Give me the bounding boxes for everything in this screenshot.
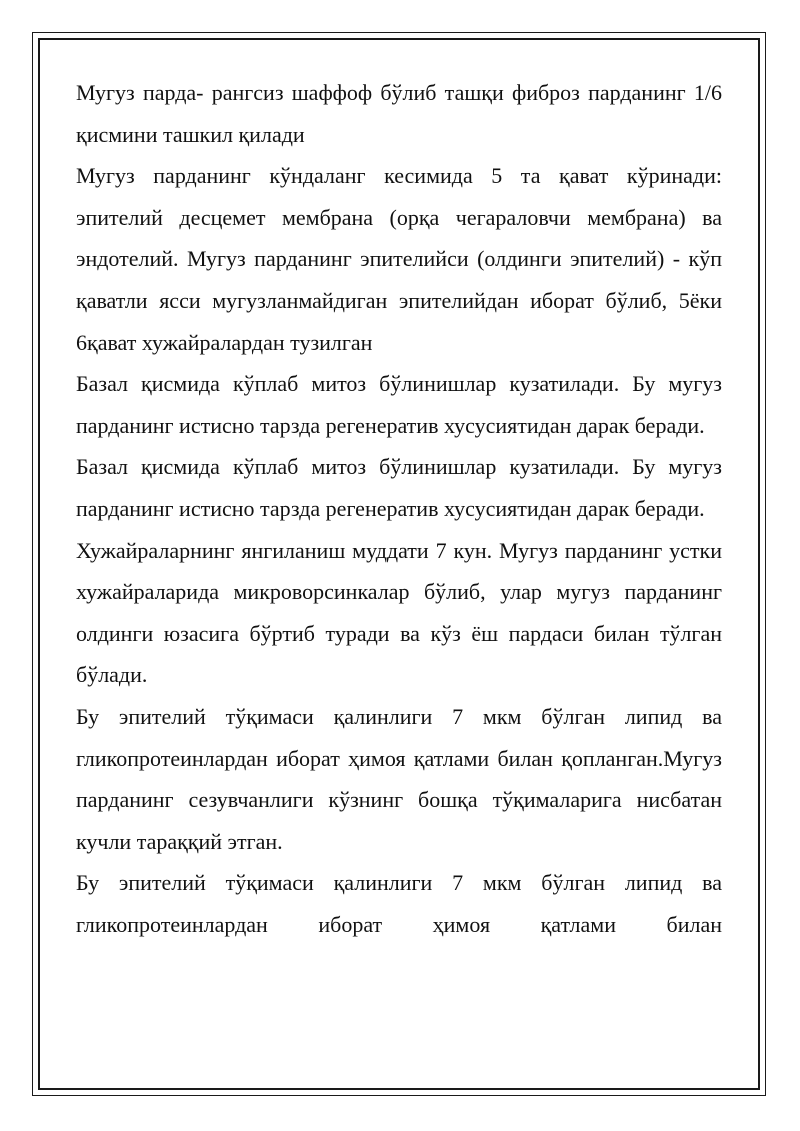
document-body [76,72,722,945]
paragraph-2: Мугуз парданинг кўндаланг кесимида 5 та қават кўринади: эпителий десцемет мембрана (орқа чегараловчи мембрана) ва эндотелий. Мугуз парданинг эпителийси (олдинги эпителий) - кўп қаватли ясси мугузланмайдиган эпителийдан иборат бўлиб, 5ёки 6қават хужайралардан тузилган [76,163,722,355]
paragraph-5: Хужайраларнинг янгиланиш муддати 7 кун. Мугуз парданинг устки хужайраларида микроворсинкалар бўлиб, улар мугуз парданинг олдинги юзасига бўртиб туради ва кўз ёш пардаси билан тўлган бўлади. [76,537,722,688]
paragraph-7: Бу эпителий тўқимаси қалинлиги 7 мкм бўлган липид ва гликопротеинлардан иборат ҳимоя қатлами билан [76,870,722,937]
paragraph-1: Мугуз парда- рангсиз шаффоф бўлиб ташқи фиброз парданинг 1/6 қисмини ташкил қилади [76,80,722,147]
paragraph-3: Базал қисмида кўплаб митоз бўлинишлар кузатилади. Бу мугуз парданинг истисно тарзда регенератив хусусиятидан дарак беради. [76,371,722,438]
paragraph-6: Бу эпителий тўқимаси қалинлиги 7 мкм бўлган липид ва гликопротеинлардан иборат ҳимоя қатлами билан қопланган.Мугуз парданинг сезувчанлиги кўзнинг бошқа тўқималарига нисбатан кучли тараққий этган. [76,703,722,854]
paragraph-4: Базал қисмида кўплаб митоз бўлинишлар кузатилади. Бу мугуз парданинг истисно тарзда регенератив хусусиятидан дарак беради. [76,454,722,521]
